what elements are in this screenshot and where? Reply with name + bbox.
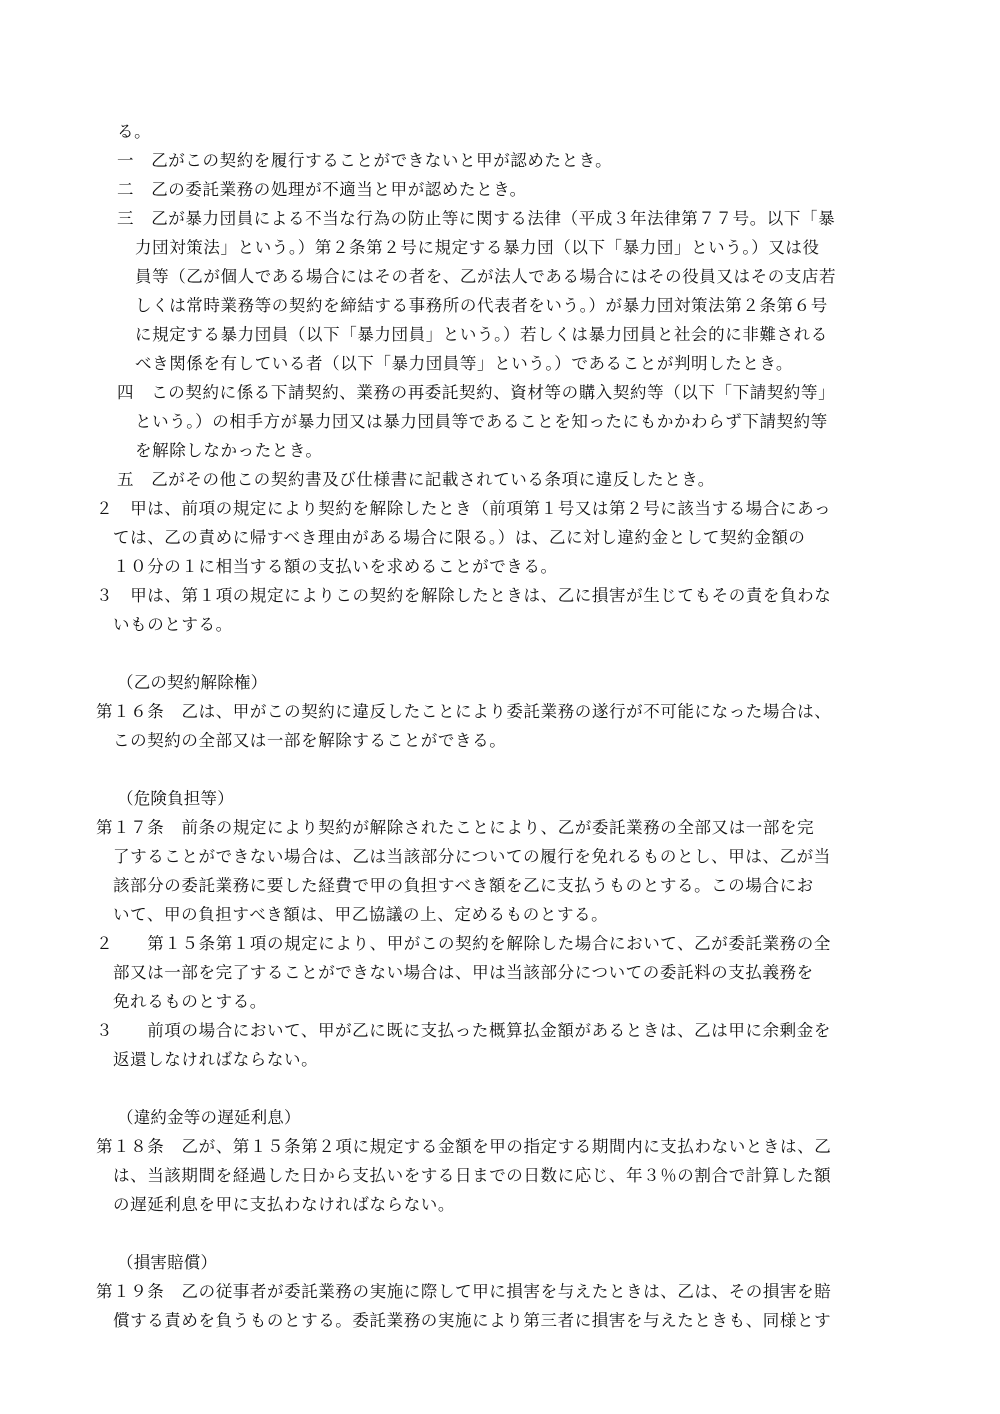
text-line: 部又は一部を完了することができない場合は、甲は当該部分についての委託料の支払義務を — [113, 963, 814, 982]
list-item: 三 乙が暴力団員による不当な行為の防止等に関する法律（平成３年法律第７７号。以下「暴 — [117, 209, 836, 228]
article-heading: （危険負担等） — [117, 789, 234, 808]
text-line: 償する責めを負うものとする。委託業務の実施により第三者に損害を与えたときも、同様とす — [113, 1311, 832, 1330]
text-line: この契約の全部又は一部を解除することができる。 — [113, 731, 507, 750]
text-line: べき関係を有している者（以下「暴力団員等」という。）であることが判明したとき。 — [135, 354, 793, 373]
text-line: ては、乙の責めに帰すべき理由がある場合に限る。）は、乙に対し違約金として契約金額の — [113, 528, 806, 547]
text-line: 免れるものとする。 — [113, 992, 267, 1011]
text-line: という。）の相手方が暴力団又は暴力団員等であることを知ったにもかかわらず下請契約等 — [135, 412, 828, 431]
text-line: は、当該期間を経過した日から支払いをする日までの日数に応じ、年３％の割合で計算した額 — [113, 1166, 832, 1185]
paragraph: ２ 第１５条第１項の規定により、甲がこの契約を解除した場合において、乙が委託業務の全 — [96, 934, 831, 953]
paragraph: ３ 甲は、第１項の規定によりこの契約を解除したときは、乙に損害が生じてもその責を負わな — [96, 586, 832, 605]
text-line: 該部分の委託業務に要した経費で甲の負担すべき額を乙に支払うものとする。この場合にお — [113, 876, 814, 895]
article-heading: （乙の契約解除権） — [117, 673, 268, 692]
paragraph: ２ 甲は、前項の規定により契約を解除したとき（前項第１号又は第２号に該当する場合にあっ — [96, 499, 832, 518]
article-text: 第１９条 乙の従事者が委託業務の実施に際して甲に損害を与えたときは、乙は、その損害を賠 — [96, 1282, 832, 1301]
list-item: 一 乙がこの契約を履行することができないと甲が認めたとき。 — [117, 151, 613, 170]
text-line: 返還しなければならない。 — [113, 1050, 319, 1069]
list-item: 五 乙がその他この契約書及び仕様書に記載されている条項に違反したとき。 — [117, 470, 715, 489]
list-item: 四 この契約に係る下請契約、業務の再委託契約、資材等の購入契約等（以下「下請契約等」 — [117, 383, 836, 402]
article-heading: （損害賠償） — [117, 1253, 218, 1272]
text-line: しくは常時業務等の契約を締結する事務所の代表者をいう。）が暴力団対策法第２条第６号 — [135, 296, 828, 315]
text-line: に規定する暴力団員（以下「暴力団員」という。）若しくは暴力団員と社会的に非難される — [135, 325, 828, 344]
article-text: 第１８条 乙が、第１５条第２項に規定する金額を甲の指定する期間内に支払わないときは、乙 — [96, 1137, 832, 1156]
text-line: １０分の１に相当する額の支払いを求めることができる。 — [113, 557, 558, 576]
paragraph: ３ 前項の場合において、甲が乙に既に支払った概算払金額があるときは、乙は甲に余剰金を — [96, 1021, 831, 1040]
text-line: を解除しなかったとき。 — [135, 441, 323, 460]
text-line: いものとする。 — [113, 615, 233, 634]
list-item: 二 乙の委託業務の処理が不適当と甲が認めたとき。 — [117, 180, 527, 199]
text-line: いて、甲の負担すべき額は、甲乙協議の上、定めるものとする。 — [113, 905, 609, 924]
article-text: 第１６条 乙は、甲がこの契約に違反したことにより委託業務の遂行が不可能になった場合は、 — [96, 702, 832, 721]
article-text: 第１７条 前条の規定により契約が解除されたことにより、乙が委託業務の全部又は一部を完 — [96, 818, 815, 837]
text-line: 員等（乙が個人である場合にはその者を、乙が法人である場合にはその役員又はその支店若 — [135, 267, 837, 286]
text-line: る。 — [117, 122, 152, 141]
text-line: の遅延利息を甲に支払わなければならない。 — [113, 1195, 455, 1214]
text-line: 了することができない場合は、乙は当該部分についての履行を免れるものとし、甲は、乙が当 — [113, 847, 831, 866]
article-heading: （違約金等の遅延利息） — [117, 1108, 301, 1127]
text-line: 力団対策法」という。）第２条第２号に規定する暴力団（以下「暴力団」という。）又は役 — [135, 238, 820, 257]
